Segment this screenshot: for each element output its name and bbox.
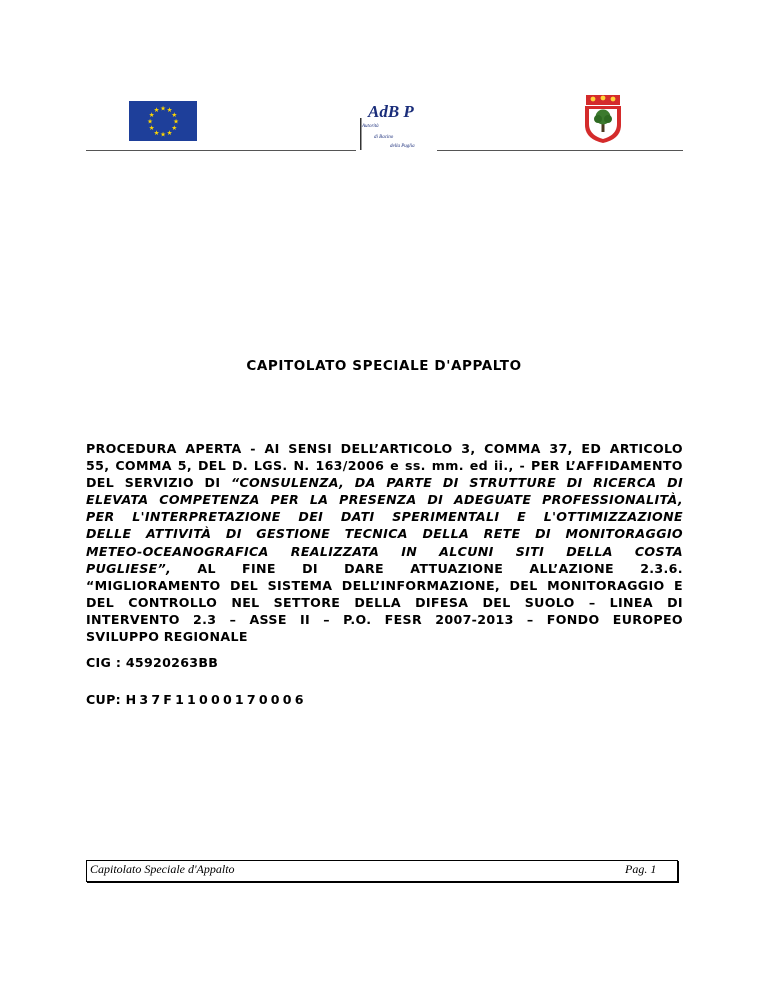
procedure-word: DI [667, 594, 683, 610]
svg-text:AdB P: AdB P [368, 102, 414, 121]
procedure-word: SENSI [288, 441, 333, 456]
procedure-word: DEL [509, 577, 538, 593]
procedure-word: IN [401, 543, 418, 559]
procedure-word: GESTIONE [256, 526, 331, 542]
procedure-word: 2.3 [193, 611, 217, 627]
procedure-word: ELEVATA [86, 492, 149, 508]
procedure-word: 37, [549, 441, 573, 456]
procedure-word: E [517, 509, 527, 525]
header-rule-left [86, 150, 356, 151]
procedure-word: PARTE [386, 475, 433, 491]
procedure-word: ALCUNI [439, 543, 494, 559]
procedure-word: COMPETENZA [159, 492, 260, 508]
procedure-word: P.O. [343, 611, 372, 627]
procedure-word: L'OTTIMIZZAZIONE [543, 509, 683, 525]
procedure-word: INTERVENTO [86, 611, 180, 627]
procedure-word: PER [270, 492, 300, 508]
procedure-word: 5, [177, 458, 193, 474]
procedure-word: SITI [515, 543, 545, 559]
procedure-word: DEL [482, 594, 511, 610]
eu-star-icon: ★ [148, 111, 155, 119]
procedure-word: EUROPEO [612, 611, 683, 627]
procedure-word: “CONSULENZA, [231, 475, 345, 491]
procedure-word: SETTORE [273, 594, 341, 610]
procedure-line [86, 440, 683, 457]
procedure-word: DELLA [354, 594, 401, 610]
procedure-word: PER [531, 458, 560, 474]
procedure-word: LGS. [253, 458, 288, 474]
procedure-word: DEL [86, 594, 115, 610]
procedure-word: SERVIZIO [124, 475, 194, 491]
procedure-line [86, 543, 683, 560]
eu-star-icon: ★ [171, 124, 178, 132]
svg-text:Autorità: Autorità [362, 124, 379, 129]
procedure-word: “MIGLIORAMENTO [86, 577, 221, 593]
procedure-word: PER [86, 509, 115, 525]
procedure-word: PROCEDURA [86, 441, 177, 456]
eu-star-icon: ★ [166, 106, 173, 115]
eu-star-icon: ★ [160, 104, 166, 113]
procedure-word: ARTICOLO [609, 441, 683, 456]
procedure-word: RETE [483, 526, 521, 542]
procedure-word: REALIZZATA [290, 543, 380, 559]
cig-code: CIG : 45920263BB [86, 655, 219, 670]
procedure-word: STRUTTURE [469, 475, 557, 491]
procedure-word: DIFESA [415, 594, 469, 610]
procedure-word: DI [302, 560, 318, 576]
procedure-word: REGIONALE [163, 629, 248, 645]
procedure-word: DATI [340, 509, 375, 525]
eu-star-icon: ★ [153, 128, 160, 137]
procedure-word: PROFESSIONALITÀ, [542, 492, 683, 508]
eu-star-icon: ★ [171, 111, 178, 119]
procedure-word: ii., [493, 458, 514, 474]
procedure-word: DELLE [86, 526, 132, 542]
procedure-line [86, 594, 683, 611]
procedure-word: ED [581, 441, 602, 456]
procedure-word: D. [232, 458, 248, 474]
procedure-word: 163/2006 [315, 458, 385, 474]
eu-star-icon: ★ [166, 128, 173, 137]
procedure-word: COSTA [634, 543, 683, 559]
procedure-word: 2.3.6. [640, 560, 683, 576]
svg-text:della Puglia: della Puglia [390, 144, 415, 149]
procedure-word: ed [469, 458, 489, 474]
procedure-word: – [588, 594, 596, 610]
eu-star-icon: ★ [147, 117, 153, 126]
procedure-word: DI [566, 475, 583, 491]
procedure-word: - [250, 441, 256, 456]
procedure-word: DI [535, 526, 551, 542]
procedure-word: - [519, 458, 526, 474]
procedure-word: – [323, 611, 330, 627]
procedure-word: FINE [242, 560, 276, 576]
procedure-word: MONITORAGGIO [565, 526, 683, 542]
procedure-word: TECNICA [344, 526, 408, 542]
eu-star-icon: ★ [160, 130, 166, 139]
procedure-word: CONTROLLO [128, 594, 218, 610]
footer-page-number: Pag. 1 [625, 862, 657, 876]
procedure-word: LINEA [609, 594, 653, 610]
procedure-word: ALL’AZIONE [529, 560, 614, 576]
procedure-word: FONDO [546, 611, 600, 627]
procedure-word: L’AFFIDAMENTO [565, 458, 683, 474]
procedure-word: FESR [384, 611, 423, 627]
procedure-word: MONITORAGGIO [547, 577, 665, 593]
procedure-word: DELLA [422, 526, 470, 542]
procedure-word: ATTUAZIONE [410, 560, 504, 576]
procedure-word: 2007-2013 [435, 611, 514, 627]
procedure-word: DEL [197, 458, 227, 474]
procedure-word: AI [264, 441, 280, 456]
procedure-line [86, 508, 683, 525]
eu-flag-icon [129, 101, 197, 141]
header-rule-right [437, 150, 683, 151]
procedure-word: DELLA [566, 543, 613, 559]
procedure-word: COMMA [484, 441, 541, 456]
procedure-word: DI [442, 475, 459, 491]
footer-document-name: Capitolato Speciale d'Appalto [90, 862, 235, 876]
puglia-region-crest-icon [580, 93, 626, 145]
procedure-word: DELL’INFORMAZIONE, [341, 577, 501, 593]
procedure-line [86, 525, 683, 542]
procedure-word: PRESENZA [339, 492, 417, 508]
procedure-word: L'INTERPRETAZIONE [132, 509, 281, 525]
procedure-word: – [526, 611, 534, 627]
procedure-word: DI [667, 475, 683, 491]
procedure-word: DI [427, 492, 444, 508]
procedure-word: NEL [231, 594, 260, 610]
procedure-word: N. [293, 458, 310, 474]
procedure-word: – [229, 611, 237, 627]
procedure-word: II [299, 611, 311, 627]
procedure-word: ss. [404, 458, 426, 474]
procedure-line [86, 628, 683, 645]
cup-value: H37F11000170006 [125, 692, 307, 707]
procedure-word: SPERIMENTALI [392, 509, 500, 525]
procedure-line [86, 611, 683, 628]
procedure-word: DEL [230, 577, 259, 593]
procedure-word: ADEGUATE [453, 492, 532, 508]
procedure-word: ATTIVITÀ [146, 526, 212, 542]
cup-code [86, 692, 307, 707]
procedure-word: SUOLO [524, 594, 575, 610]
procedure-word: DI [225, 526, 242, 542]
procedure-word: PUGLIESE”, [86, 560, 172, 576]
svg-text:di Bacino: di Bacino [374, 135, 394, 140]
procedure-line [86, 577, 683, 594]
eu-star-icon: ★ [148, 124, 155, 132]
procedure-word: METEO-OCEANOGRAFICA [86, 543, 269, 559]
procedure-word: COMMA [115, 458, 172, 474]
procedure-word: DEL [86, 475, 115, 491]
procedure-word: 3, [461, 441, 476, 456]
adbp-logo [356, 102, 419, 150]
procedure-word: E [673, 577, 683, 593]
procedure-line [86, 491, 683, 508]
procedure-line [86, 560, 683, 577]
procedure-word: SVILUPPO [86, 629, 160, 645]
procedure-word: AL [197, 560, 216, 576]
procedure-word: DARE [344, 560, 385, 576]
procedure-line [86, 474, 683, 491]
procedure-line [86, 457, 683, 474]
procedure-word: RICERCA [593, 475, 657, 491]
procedure-word: DELL’ARTICOLO [340, 441, 453, 456]
procedure-word: ASSE [249, 611, 287, 627]
procedure-word: SISTEMA [267, 577, 333, 593]
eu-star-icon: ★ [153, 106, 160, 115]
eu-star-icon: ★ [173, 117, 179, 126]
procedure-word: LA [309, 492, 329, 508]
procedure-word: e [390, 458, 400, 474]
cup-label: CUP: [86, 692, 121, 707]
procedure-word: DA [354, 475, 376, 491]
procedure-word: DEI [298, 509, 324, 525]
procedure-word: APERTA [185, 441, 242, 456]
document-title: CAPITOLATO SPECIALE D'APPALTO [246, 358, 522, 374]
procedure-paragraph [86, 440, 683, 645]
procedure-word: mm. [431, 458, 464, 474]
procedure-word: 55, [86, 458, 110, 474]
procedure-word: DI [204, 475, 221, 491]
